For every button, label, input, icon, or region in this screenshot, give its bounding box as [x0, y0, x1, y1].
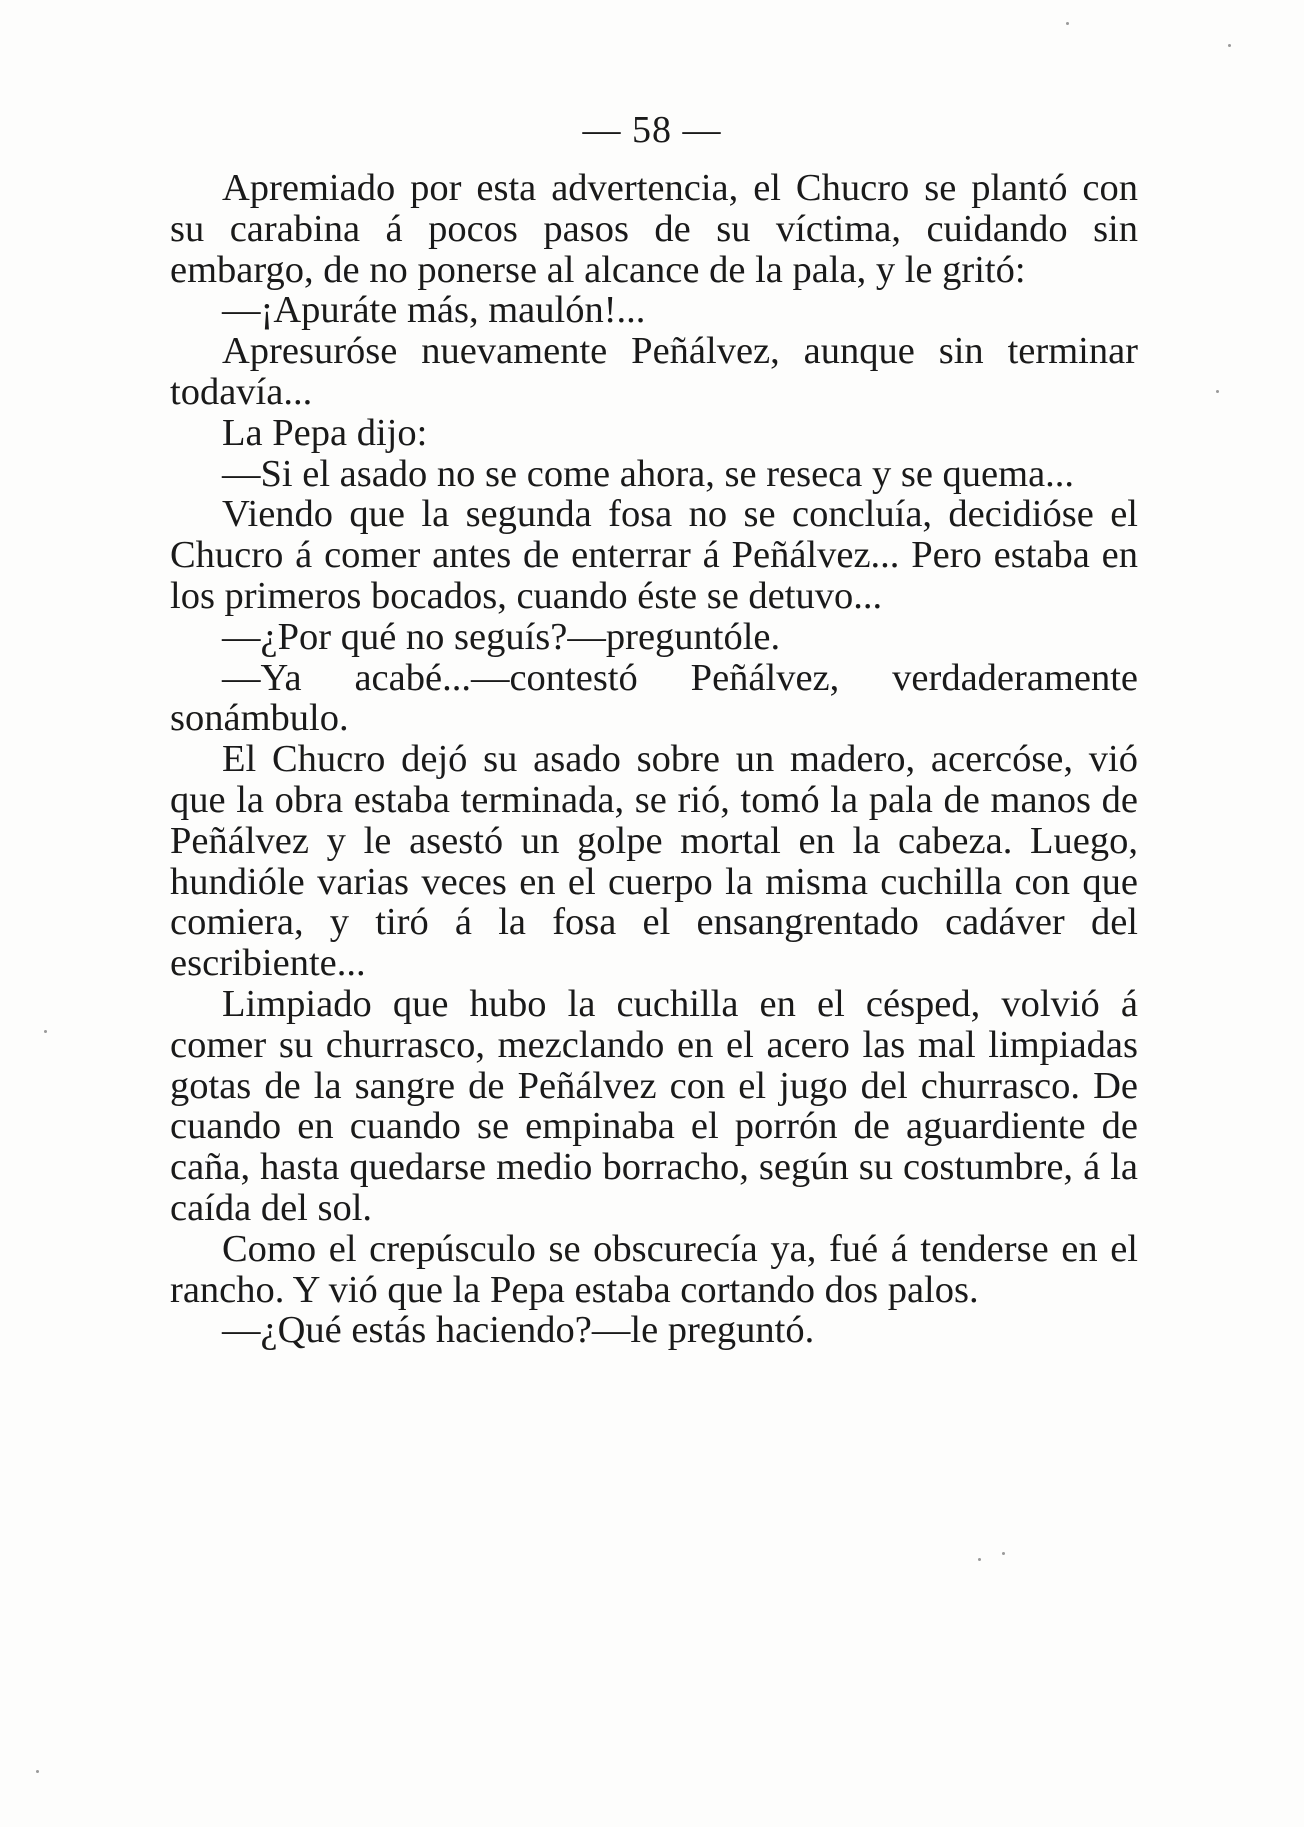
paper-speck: [978, 1558, 981, 1561]
paper-speck: [1216, 390, 1219, 393]
paper-speck: [1002, 1552, 1005, 1555]
paragraph: Apremiado por esta advertencia, el Chucro se plantó con su carabina á pocos pasos de su víctima, cuidando sin embargo, de no ponerse al alcance de la pala, y le gritó:: [170, 167, 1138, 291]
paragraph: —¿Qué estás haciendo?—le preguntó.: [222, 1309, 815, 1352]
paper-speck: [1066, 22, 1069, 25]
paragraph: Apresuróse nuevamente Peñálvez, aunque sin terminar todavía...: [170, 330, 1138, 413]
paper-speck: [44, 1030, 47, 1033]
paragraph: Viendo que la segunda fosa no se concluía, decidióse el Chucro á comer antes de enterrar á Peñálvez... Pero estaba en los primeros bocados, cuando éste se detuvo...: [170, 493, 1138, 617]
paragraph: —Si el asado no se come ahora, se reseca y se quema...: [222, 452, 1075, 495]
body-text: [170, 168, 1138, 1351]
paper-speck: [1228, 44, 1231, 47]
paragraph: La Pepa dijo:: [222, 411, 428, 454]
paragraph: Como el crepúsculo se obscurecía ya, fué á tenderse en el rancho. Y vió que la Pepa estaba cortando dos palos.: [170, 1227, 1138, 1311]
paper-speck: [36, 1770, 39, 1773]
paragraph: —Ya acabé...—contestó Peñálvez, verdaderamente sonámbulo.: [170, 656, 1138, 740]
paragraph: —¿Por qué no seguís?—preguntóle.: [222, 615, 781, 658]
paragraph: —¡Apuráte más, maulón!...: [222, 289, 646, 332]
paragraph: El Chucro dejó su asado sobre un madero, acercóse, vió que la obra estaba terminada, se rió, tomó la pala de manos de Peñálvez y le asestó un golpe mortal en la cabeza. Luego, hundióle varias veces en el cuerpo la misma cuchilla con que comiera, y tiró á la fosa el ensangrentado cadáver del escribiente...: [170, 738, 1138, 985]
paragraph: Limpiado que hubo la cuchilla en el césped, volvió á comer su churrasco, mezclando en el acero las mal limpiadas gotas de la sangre de Peñálvez con el jugo del churrasco. De cuando en cuando se empinaba el porrón de aguardiente de caña, hasta quedarse medio borracho, según su costumbre, á la caída del sol.: [170, 982, 1138, 1229]
page-number: — 58 —: [582, 109, 722, 151]
